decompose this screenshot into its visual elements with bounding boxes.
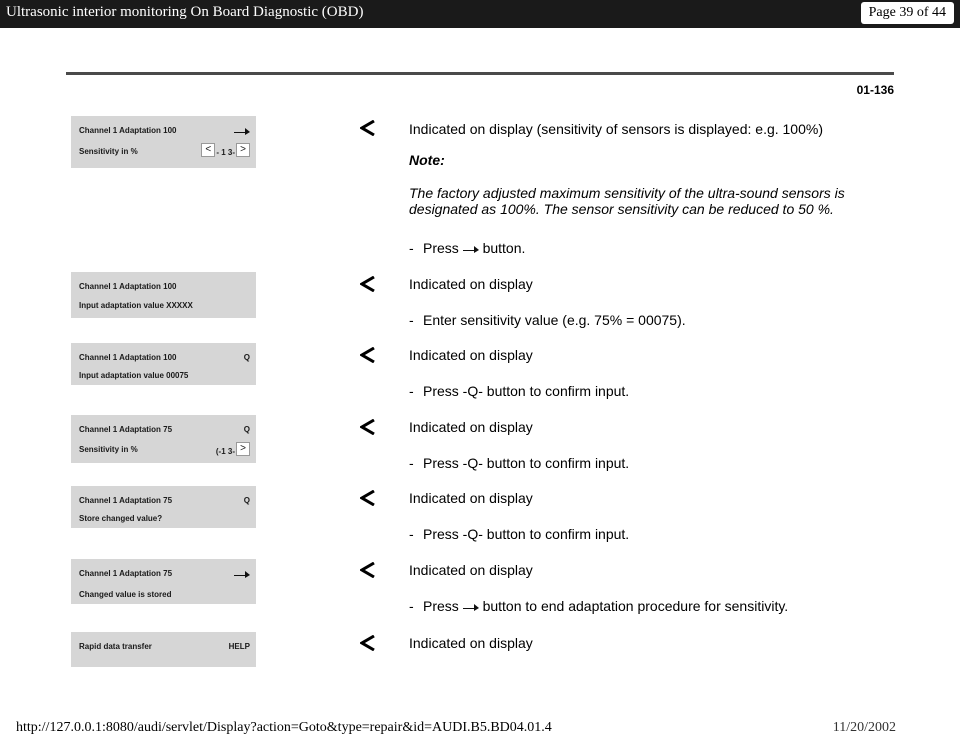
pointer-left-icon bbox=[360, 562, 376, 578]
section-text: Indicated on display bbox=[409, 419, 533, 435]
footer-url-link[interactable]: http://127.0.0.1:8080/audi/servlet/Display?action=Goto&type=repair&id=AUDI.B5.BD04.01.4 bbox=[16, 720, 552, 735]
display-line-2: Changed value is stored bbox=[79, 590, 172, 599]
chevron-left-icon: < bbox=[201, 143, 215, 157]
display-control bbox=[216, 442, 250, 456]
note-text: The factory adjusted maximum sensitivity of the ultra-sound sensors is designated as 100%. The sensor sensitivity can be reduced to 50 %. bbox=[409, 185, 845, 217]
display-panel-6 bbox=[71, 559, 256, 604]
display-line-2: Input adaptation value 00075 bbox=[79, 371, 189, 380]
step-text-post: button to end adaptation procedure for sensitivity. bbox=[482, 598, 789, 614]
display-line-2: Input adaptation value XXXXX bbox=[79, 301, 193, 310]
pointer-left-icon bbox=[360, 490, 376, 506]
display-right-label: HELP bbox=[228, 642, 250, 651]
header-rule bbox=[66, 72, 894, 75]
chevron-right-icon: > bbox=[236, 143, 250, 157]
display-line-1: Channel 1 Adaptation 100 bbox=[79, 282, 177, 291]
display-line-2: Sensitivity in % bbox=[79, 147, 138, 156]
display-line-2: Sensitivity in % bbox=[79, 445, 138, 454]
display-right-label: Q bbox=[243, 425, 250, 434]
page-indicator: Page 39 of 44 bbox=[861, 2, 954, 24]
display-panel-5 bbox=[71, 486, 256, 528]
step-text-pre: Press bbox=[423, 598, 459, 614]
display-control-value: - 1 3- bbox=[216, 148, 235, 157]
step-text: Enter sensitivity value (e.g. 75% = 00075). bbox=[423, 312, 686, 328]
title-bar bbox=[0, 0, 960, 28]
display-panel-4 bbox=[71, 415, 256, 463]
step: - Press -Q- button to confirm input. bbox=[409, 455, 630, 471]
step-press-arrow: - Press button. bbox=[409, 240, 526, 256]
section-text: Indicated on display bbox=[409, 562, 533, 578]
step: - Enter sensitivity value (e.g. 75% = 00075). bbox=[409, 312, 686, 328]
pointer-left-icon bbox=[360, 276, 376, 292]
step: - Press -Q- button to confirm input. bbox=[409, 383, 630, 399]
display-panel-1 bbox=[71, 116, 256, 168]
arrow-right-icon bbox=[463, 244, 479, 254]
display-line-1: Channel 1 Adaptation 75 bbox=[79, 425, 173, 434]
pointer-left-icon bbox=[360, 120, 376, 136]
pointer-left-icon bbox=[360, 347, 376, 363]
display-control-value: (-1 3- bbox=[215, 447, 235, 456]
note-label: Note: bbox=[409, 152, 445, 168]
step-press-arrow: - Press button to end adaptation procedure for sensitivity. bbox=[409, 598, 789, 614]
arrow-right-icon bbox=[234, 126, 250, 138]
step-text-pre: Press bbox=[423, 240, 459, 256]
section-text: Indicated on display (sensitivity of sensors is displayed: e.g. 100%) bbox=[409, 121, 823, 137]
step-text: Press -Q- button to confirm input. bbox=[423, 383, 630, 399]
footer-date: 11/20/2002 bbox=[832, 720, 896, 735]
display-right-label: Q bbox=[243, 353, 250, 362]
section-text: Indicated on display bbox=[409, 347, 533, 363]
pointer-left-icon bbox=[360, 419, 376, 435]
step: - Press -Q- button to confirm input. bbox=[409, 526, 630, 542]
display-line-1: Channel 1 Adaptation 100 bbox=[79, 353, 177, 362]
pointer-left-icon bbox=[360, 635, 376, 651]
display-right-label: Q bbox=[243, 496, 250, 505]
display-control bbox=[201, 143, 250, 157]
document-title: Ultrasonic interior monitoring On Board Diagnostic (OBD) bbox=[6, 4, 364, 20]
display-line-1: Channel 1 Adaptation 75 bbox=[79, 496, 173, 505]
document-number: 01-136 bbox=[856, 83, 894, 97]
display-line-1: Rapid data transfer bbox=[79, 642, 152, 651]
display-line-2: Store changed value? bbox=[79, 514, 163, 523]
display-line-1: Channel 1 Adaptation 75 bbox=[79, 569, 173, 578]
display-panel-7 bbox=[71, 632, 256, 667]
display-line-1: Channel 1 Adaptation 100 bbox=[79, 126, 177, 135]
section-text: Indicated on display bbox=[409, 490, 533, 506]
section-text: Indicated on display bbox=[409, 276, 533, 292]
arrow-right-icon bbox=[463, 602, 479, 612]
display-panel-3 bbox=[71, 343, 256, 385]
step-text: Press -Q- button to confirm input. bbox=[423, 526, 630, 542]
chevron-right-icon: > bbox=[236, 442, 250, 456]
display-panel-2 bbox=[71, 272, 256, 318]
arrow-right-icon bbox=[234, 569, 250, 581]
section-text: Indicated on display bbox=[409, 635, 533, 651]
step-text: Press -Q- button to confirm input. bbox=[423, 455, 630, 471]
step-text-post: button. bbox=[482, 240, 526, 256]
